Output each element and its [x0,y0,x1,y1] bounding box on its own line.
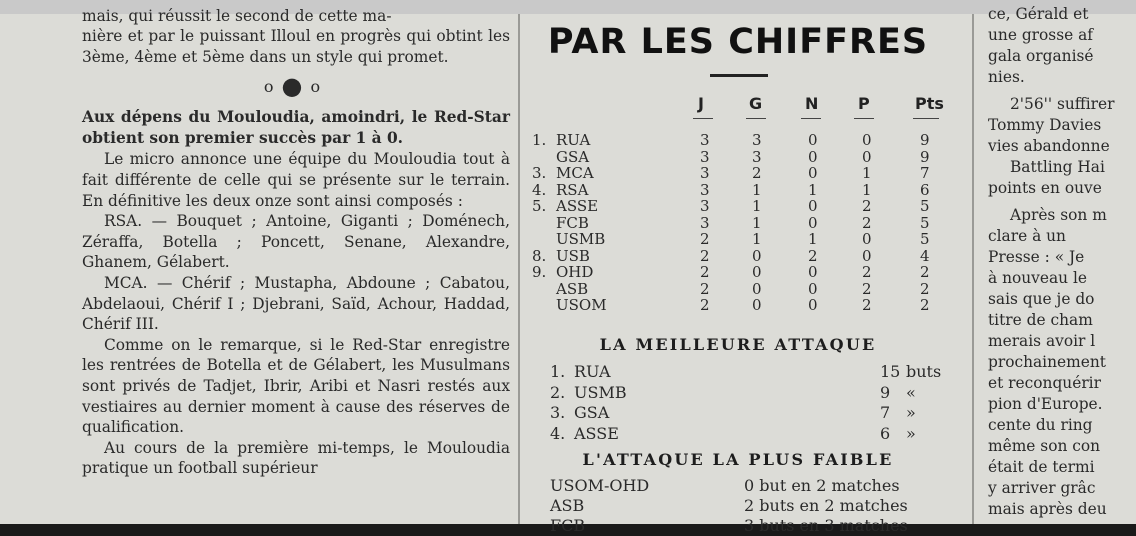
attack-cell-team: GSA [574,403,610,422]
attack-cell-unit: buts [906,362,942,381]
weak-attack-cell-text: 0 but en 2 matches [744,476,900,495]
attack-row [528,403,948,423]
standings-cell-n: 0 [808,213,818,232]
standings-cell-pts: 9 [920,131,930,149]
attack-row [528,362,948,382]
attack-cell-unit: » [906,403,916,422]
standings-cell-pts: 2 [920,296,930,314]
text-line: Presse : « Je [988,248,1085,266]
standings-row [528,248,948,264]
weak-attack-row [528,516,948,536]
standings-cell-team: USB [556,246,590,265]
paragraph: Le micro annonce une équipe du Mouloudia tout à fait différente de celle qui se présente sur le terrain. En définitive les deux onze sont ainsi composés : [82,150,510,210]
standings-cell-j: 2 [700,279,710,298]
text-line: titre de cham [988,311,1093,329]
header-underline [746,118,766,119]
standings-cell-pts: 7 [920,164,930,182]
text-line: y arriver grâc [988,479,1096,497]
text-line: gala organisé [988,47,1094,65]
standings-cell-rank: 8. [532,246,547,265]
standings-cell-n: 0 [808,197,818,215]
col-header-j: J [698,94,704,113]
col-header-pts: Pts [915,94,944,113]
weak-attack-row [528,496,948,516]
attack-cell-unit: » [906,423,916,443]
article-headline: Aux dépens du Mouloudia, amoindri, le Red-Star obtient son premier succès par 1 à 0. [82,108,510,147]
text-line: sais que je do [988,290,1095,308]
standings-row [528,231,948,247]
standings-cell-team: GSA [556,147,590,166]
attack-cell-team: ASSE [574,423,619,443]
header-underline [913,118,939,119]
text-line: à nouveau le [988,269,1087,287]
attack-cell-goals: 9 [880,382,891,402]
standings-row [528,215,948,231]
standings-cell-j: 3 [700,213,710,232]
standings-cell-rank: 4. [532,180,547,199]
standings-cell-team: USOM [556,296,607,314]
attack-cell-rank: 4. [550,423,566,443]
weak-attack-heading: L'ATTAQUE LA PLUS FAIBLE [582,450,894,469]
standings-row [528,132,948,148]
standings-cell-g: 0 [752,263,762,281]
attack-cell-rank: 3. [550,403,566,422]
standings-cell-rank: 9. [532,263,547,281]
standings-cell-g: 1 [752,230,762,248]
standings-cell-team: ASB [556,279,589,298]
standings-cell-g: 0 [752,279,762,298]
standings-cell-pts: 4 [920,246,930,265]
standings-cell-p: 1 [862,164,872,182]
attack-cell-rank: 1. [550,362,566,381]
standings-cell-j: 2 [700,263,710,281]
attack-heading: LA MEILLEURE ATTAQUE [599,335,877,354]
text-line: merais avoir l [988,332,1096,350]
attack-row [528,424,948,444]
middle-column [528,14,958,535]
text-line: mais après deu [988,500,1107,518]
text-line: pion d'Europe. [988,395,1103,413]
paragraph: RSA. — Bouquet ; Antoine, Giganti ; Doménech, Zéraffa, Botella ; Poncett, Senane, Alexandre, Ghanem, Gélabert. [82,212,510,272]
standings-cell-j: 3 [700,180,710,199]
standings-cell-p: 0 [862,147,872,166]
standings-row [528,165,948,181]
standings-cell-team: MCA [556,164,594,182]
standings-cell-team: USMB [556,230,606,248]
text-line: une grosse af [988,26,1093,44]
text-line: même son con [988,437,1101,455]
standings-cell-pts: 2 [920,263,930,281]
standings-row [528,198,948,214]
text-line: Tommy Davies [988,116,1102,134]
text-line: Battling Hai [1010,158,1105,176]
separator-dots: o●o [263,71,329,101]
standings-cell-p: 1 [862,180,872,199]
standings-cell-p: 0 [862,131,872,149]
standings-cell-n: 0 [808,147,818,166]
paragraph: Au cours de la première mi-temps, le Mouloudia pratique un football supérieur [82,438,510,478]
standings-cell-g: 3 [752,147,762,166]
left-column [82,6,510,479]
text-line: ce, Gérald et [988,5,1089,23]
text-line: clare à un [988,227,1066,245]
standings-cell-team: OHD [556,263,594,281]
col-header-g: G [749,94,763,113]
standings-cell-j: 2 [700,230,710,248]
standings-cell-rank: 3. [532,164,547,182]
text-line: prochainement [988,353,1106,371]
col-header-n: N [805,94,819,113]
standings-cell-rank: 5. [532,197,547,215]
standings-cell-pts: 5 [920,197,930,215]
standings-row [528,182,948,198]
standings-cell-j: 2 [700,246,710,265]
standings-cell-pts: 2 [920,279,930,298]
standings-cell-pts: 5 [920,230,930,248]
paragraph-intro: nière et par le puissant Illoul en progrès qui obtint les 3ème, 4ème et 5ème dans un style qui promet. [82,27,510,66]
standings-cell-n: 0 [808,296,818,314]
standings-cell-pts: 5 [920,213,930,232]
standings-cell-g: 2 [752,164,762,182]
weak-attack-cell-team: USOM-OHD [550,476,650,495]
standings-cell-team: RUA [556,131,591,149]
paragraph: MCA. — Chérif ; Mustapha, Abdoune ; Cabatou, Abdelaoui, Chérif I ; Djebrani, Saïd, Achour, Haddad, Chérif III. [82,273,510,334]
attack-cell-team: RUA [574,362,611,381]
standings-cell-p: 2 [862,296,872,314]
text-line: cente du ring [988,416,1093,434]
standings-cell-p: 2 [862,263,872,281]
text-line: 2'56'' suffirer [1010,95,1115,113]
standings-cell-n: 2 [808,246,818,265]
standings-cell-g: 0 [752,296,762,314]
weak-attack-cell-text: 3 buts en 3 matches [744,516,908,535]
standings-cell-p: 2 [862,213,872,232]
title-underline [710,74,768,77]
standings-row [528,297,948,313]
standings-cell-team: FCB [556,213,589,232]
standings-cell-pts: 6 [920,180,930,199]
text-line: était de termi [988,458,1095,476]
standings-cell-pts: 9 [920,147,930,166]
weak-attack-row [528,476,948,496]
standings-cell-j: 3 [700,164,710,182]
col-header-p: P [858,94,870,113]
standings-cell-j: 3 [700,147,710,166]
standings-cell-g: 1 [752,213,762,232]
column-rule [972,14,974,524]
standings-cell-g: 1 [752,197,762,215]
weak-attack-cell-team: ASB [550,496,585,515]
attack-cell-goals: 7 [880,403,891,422]
right-column [988,4,1136,520]
standings-cell-p: 0 [862,230,872,248]
header-underline [854,118,874,119]
attack-cell-team: USMB [574,382,627,402]
standings-cell-g: 3 [752,131,762,149]
standings-row [528,264,948,280]
standings-cell-g: 1 [752,180,762,199]
standings-cell-n: 0 [808,279,818,298]
standings-cell-n: 0 [808,131,818,149]
column-rule [518,14,520,524]
header-underline [801,118,821,119]
standings-cell-n: 1 [808,180,818,199]
standings-cell-j: 3 [700,197,710,215]
attack-row [528,383,948,403]
header-underline [693,118,713,119]
attack-cell-goals: 6 [880,423,891,443]
text-line: points en ouve [988,179,1102,197]
text-line: vies abandonne [988,137,1110,155]
weak-attack-cell-team: FCB [550,516,586,535]
standings-cell-team: ASSE [556,197,599,215]
text-line: nies. [988,68,1025,86]
cut-line: mais, qui réussit le second de cette ma- [82,7,392,25]
standings-cell-j: 2 [700,296,710,314]
standings-cell-p: 2 [862,197,872,215]
text-line: et reconquérir [988,374,1101,392]
weak-attack-cell-text: 2 buts en 2 matches [744,496,908,515]
section-title: PAR LES CHIFFRES [547,22,929,62]
standings-cell-n: 1 [808,230,818,248]
standings-cell-g: 0 [752,246,762,265]
standings-cell-team: RSA [556,180,589,199]
newspaper-page [0,5,1136,535]
attack-cell-rank: 2. [550,382,566,402]
standings-cell-n: 0 [808,164,818,182]
standings-cell-j: 3 [700,131,710,149]
standings-cell-n: 0 [808,263,818,281]
text-line: Après son m [1010,206,1107,224]
paragraph: Comme on le remarque, si le Red-Star enregistre les rentrées de Botella et de Gélabert, les Musulmans sont privés de Tadjet, Ibrir, Aribi et Nasri restés aux vestiaires au dernier moment à cause des réserves de qualification. [82,335,510,437]
standings-cell-p: 2 [862,279,872,298]
attack-cell-unit: « [906,382,916,402]
standings-cell-p: 0 [862,246,872,265]
standings-cell-rank: 1. [532,131,547,149]
standings-row [528,149,948,165]
attack-cell-goals: 15 [880,362,901,381]
standings-row [528,281,948,297]
